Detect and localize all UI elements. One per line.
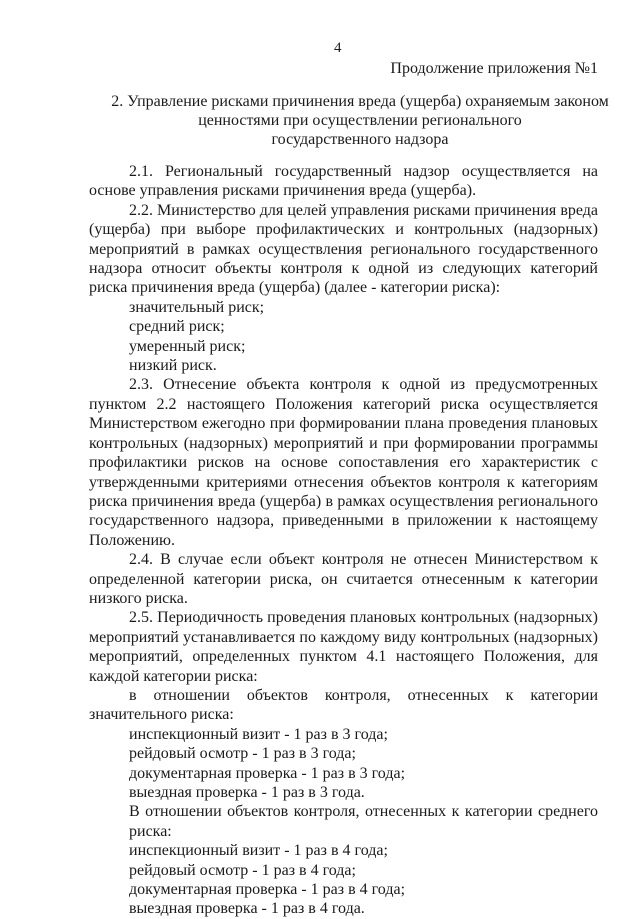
medium-risk-intro: В отношении объектов контроля, отнесенных к категории среднего	[129, 803, 598, 821]
medium-risk-item: рейдовый осмотр - 1 раз в 4 года;	[129, 861, 356, 879]
risk-category-item: значительный риск;	[129, 298, 265, 316]
section-title-line: 2. Управление рисками причинения вреда (ущерба) охраняемым законом	[111, 93, 609, 110]
section-title-line: ценностями при осуществлении регионального	[198, 112, 522, 129]
significant-risk-item: выездная проверка - 1 раз в 3 года.	[129, 784, 365, 801]
medium-risk-intro-cont: риска:	[129, 822, 172, 840]
medium-risk-item: инспекционный визит - 1 раз в 4 года;	[129, 842, 388, 860]
significant-risk-item: документарная проверка - 1 раз в 3 года;	[129, 764, 406, 782]
significant-risk-intro: в отношении объектов контроля, отнесенных к категории	[129, 686, 598, 704]
medium-risk-item: выездная проверка - 1 раз в 4 года.	[129, 900, 365, 918]
document-body	[89, 162, 598, 919]
risk-category-item: низкий риск.	[129, 357, 217, 375]
section-title-line: государственного надзора	[271, 131, 449, 148]
appendix-continuation: Продолжение приложения №1	[390, 60, 598, 77]
medium-risk-item: документарная проверка - 1 раз в 4 года;	[129, 881, 406, 899]
significant-risk-item: инспекционный визит - 1 раз в 3 года;	[129, 725, 388, 743]
significant-risk-intro-cont: значительного риска:	[89, 706, 234, 724]
page-number: 4	[334, 40, 342, 56]
risk-category-item: средний риск;	[129, 318, 225, 336]
paragraph-2-4: 2.4. В случае если объект контроля не отнесен Министерством к определенной категории риска, он считается отнесенным к категории низкого риска.	[89, 551, 598, 607]
risk-category-item: умеренный риск;	[129, 337, 246, 355]
paragraph-2-1: 2.1. Региональный государственный надзор осуществляется на основе управления рисками причинения вреда (ущерба).	[89, 163, 598, 200]
paragraph-2-2: 2.2. Министерство для целей управления рисками причинения вреда (ущерба) при выборе профилактических и контрольных (надзорных) мероприятий в рамках осуществления регионального государственного надзора относит объекты контроля к одной из следующих категорий риска причинения вреда (ущерба) (далее - категории риска):	[89, 201, 598, 297]
significant-risk-item: рейдовый осмотр - 1 раз в 3 года;	[129, 745, 356, 763]
section-title	[110, 92, 610, 149]
paragraph-2-3: 2.3. Отнесение объекта контроля к одной из предусмотренных пунктом 2.2 настоящего Положения категорий риска осуществляется Министерством ежегодно при формировании плана проведения плановых контрольных (надзорных) мероприятий и при формировании программы профилактики рисков на основе сопоставления его характеристик с утвержденными критериями отнесения объектов контроля к категориям риска причинения вреда (ущерба) в рамках осуществления регионального государственного надзора, приведенными в приложении к настоящему Положению.	[89, 376, 598, 549]
paragraph-2-5: 2.5. Периодичность проведения плановых контрольных (надзорных) мероприятий устанавливается по каждому виду контрольных (надзорных) мероприятий, определенных пунктом 4.1 настоящего Положения, для каждой категории риска:	[89, 609, 598, 685]
